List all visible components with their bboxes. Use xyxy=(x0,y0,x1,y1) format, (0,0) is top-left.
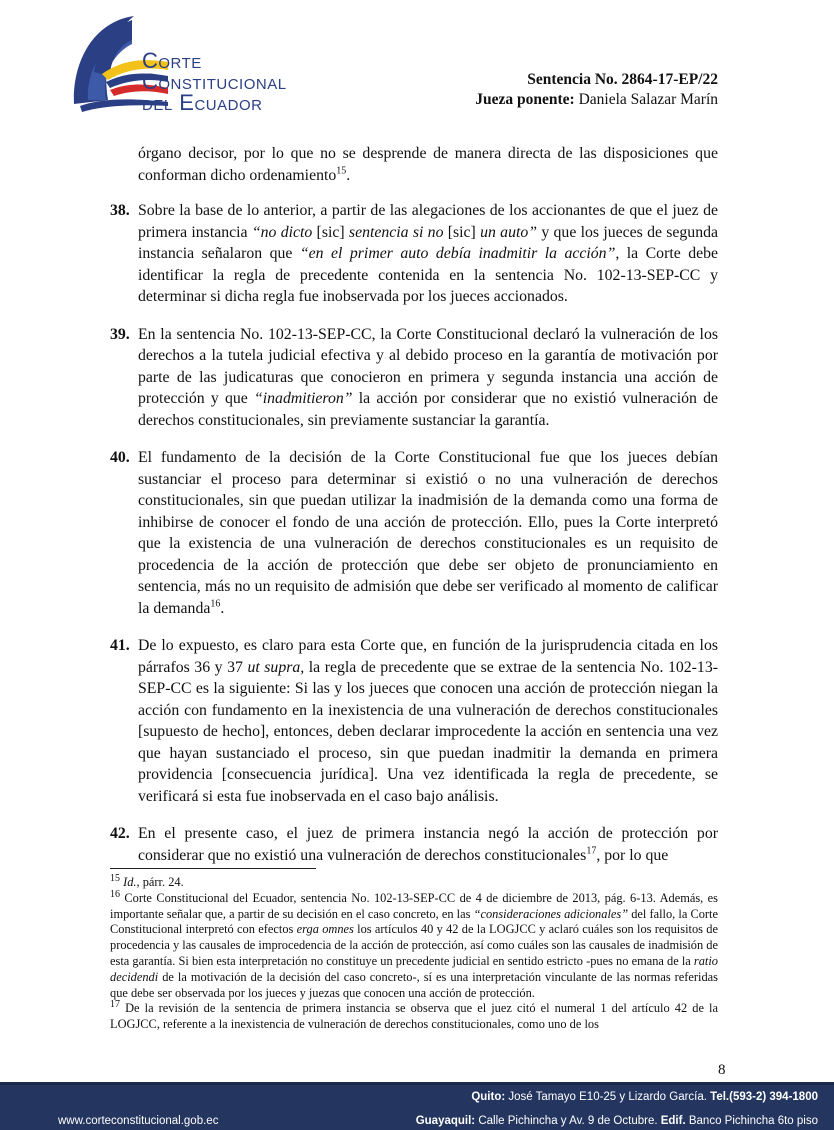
paragraph-number: 38. xyxy=(110,202,130,219)
text: los artículos 40 y 42 de la LOGJCC y aclaró cuáles son los requisitos de procedencia y las causales de improcedencia de la acción de protección, así como cuáles son las causales de inadmisión de esta garantía. Si bien esta interpretación no constituye un precedente judicial en sentido estricto -pues no emana de la xyxy=(110,922,718,968)
footnote-16 xyxy=(110,888,718,1002)
website-link[interactable]: www.corteconstitucional.gob.ec xyxy=(58,1115,219,1127)
guayaquil-building: Banco Pichincha 6to piso xyxy=(685,1115,818,1127)
text: del fallo, la Corte Constitucional interpretó con efectos xyxy=(110,906,718,937)
guayaquil-label: Guayaquil: xyxy=(415,1115,476,1127)
quote: “no dicto xyxy=(251,223,313,241)
text: de la motivación de la decisión del caso concreto-, sí es una interpretación vinculante de las normas referidas que debe ser observada por los jueces y juezas que conocen una acción de protección. xyxy=(110,969,718,1000)
quote: erga omnes xyxy=(296,922,354,937)
text: [sic] xyxy=(443,223,481,241)
text: la acción por considerar que no existió vulneración de derechos constitucionales, sin previamente sustanciar la garantía. xyxy=(138,390,718,429)
footnote-17 xyxy=(110,1001,718,1033)
intro-end: . xyxy=(346,166,351,184)
court-name xyxy=(142,50,287,113)
quote: “inadmitieron” xyxy=(253,390,353,407)
case-number: Sentencia No. 2864-17-EP/22 xyxy=(527,71,718,88)
text: De la revisión de la sentencia de primera instancia se observa que el juez citó el numeral 1 del artículo 42 de la LOGJCC, referente a la inexistencia de vulneración de derechos constitucionales, como uno de los xyxy=(110,1001,718,1032)
court-name-line-2: Constitucional xyxy=(142,69,287,94)
footer-stripe xyxy=(0,1082,834,1085)
quote: “consideraciones adicionales” xyxy=(473,906,629,921)
quote: sentencia si no xyxy=(348,223,444,241)
text: De lo expuesto, es claro para esta Corte que, en función de la jurisprudencia citada en los párrafos 36 y 37 xyxy=(138,637,718,676)
quote: ut supra, xyxy=(247,658,305,676)
court-name-line-3: del Ecuador xyxy=(142,90,263,115)
judge-line xyxy=(475,90,718,110)
guayaquil-address xyxy=(416,1115,818,1127)
text: y que los jueces de segunda instancia señalaron que xyxy=(138,223,719,262)
text: El fundamento de la decisión de la Corte Constitucional fue que los jueces debían sustanciar el proceso para determinar si existió o no una vulneración de derechos constitucionales, sin que puedan utilizar la inadmisión de la demanda como una forma de inhibirse de conocer el fondo de una acción de protección. Ello, pues la Corte interpretó que la existencia de una vulneración de derechos constitucionales es un requisito de procedencia de la acción de protección que debe ser objeto de pronunciamiento en sentencia, más no un requisito de admisión que debe ser verificado al momento de calificar la demanda xyxy=(138,449,718,617)
quito-label: Quito: xyxy=(471,1091,506,1103)
page-number: 8 xyxy=(718,1062,726,1078)
footnotes xyxy=(110,872,718,1033)
judge-label: Jueza ponente: xyxy=(475,91,575,108)
document-body xyxy=(110,143,718,866)
text: Sobre la base de lo anterior, a partir de las alegaciones de los accionantes de que el juez de primera instancia xyxy=(138,202,718,241)
paragraph-41 xyxy=(110,635,718,807)
quote: un auto” xyxy=(480,223,538,241)
court-name-line-1: Corte xyxy=(142,48,202,73)
footnote-number: 16 xyxy=(110,888,120,900)
quote: ratio decidendi xyxy=(110,953,718,984)
paragraph-39 xyxy=(110,324,718,432)
quito-street: José Tamayo E10-25 y Lizardo García. xyxy=(505,1091,711,1103)
continued-paragraph xyxy=(138,143,718,186)
judge-name: Daniela Salazar Marín xyxy=(578,91,718,108)
footnote-ref-17: 17 xyxy=(586,845,597,857)
text: la Corte debe identificar la regla de precedente contenida en la sentencia No. 102-13-SEP-CC y determinar si dicha regla fue inobservada por los jueces accionados. xyxy=(138,245,719,305)
footnote-ref-16: 16 xyxy=(210,598,221,610)
intro-text: órgano decisor, por lo que no se desprende de manera directa de las disposiciones que conforman dicho ordenamiento xyxy=(138,145,718,184)
text: [sic] xyxy=(312,223,349,241)
paragraph-number: 39. xyxy=(110,325,130,343)
text: . xyxy=(220,599,225,617)
text: , por lo que xyxy=(596,846,669,864)
footnote-15 xyxy=(110,872,718,891)
paragraph-38 xyxy=(110,200,718,308)
quote: “en el primer auto debía inadmitir la acción”, xyxy=(299,245,620,262)
paragraph-number: 41. xyxy=(110,637,130,654)
paragraph-40 xyxy=(110,447,718,619)
guayaquil-edif: Edif. xyxy=(660,1115,686,1127)
quito-phone: Tel.(593-2) 394-1800 xyxy=(710,1091,818,1103)
text: párr. 24. xyxy=(139,875,184,889)
text: la regla de precedente que se extrae de la sentencia No. 102-13-SEP-CC es la siguiente: Si las y los jueces que conocen una acción de protección niegan la acción con fundamento en la inexistencia de una vulneración de derechos constitucionales [supuesto de hecho], entonces, deben declarar improcedente la acción en sentencia una vez que hayan sustanciado el proceso, sin que puedan inadmitir la demanda en primera providencia [consecuencia jurídica]. Una vez identificada la regla de precedente, se verificará si esta fue inobservada en el caso bajo análisis. xyxy=(138,658,718,805)
text: Corte Constitucional del Ecuador, sentencia No. 102-13-SEP-CC de 4 de diciembre de 2013, pág. 6-13. Además, es importante señalar que, a partir de su decisión en el caso concreto, en las xyxy=(110,890,718,921)
paragraph-number: 42. xyxy=(110,825,130,842)
quito-address xyxy=(471,1091,818,1103)
footnote-number: 15 xyxy=(110,872,120,884)
text: En el presente caso, el juez de primera instancia negó la acción de protección por considerar que no existió una vulneración de derechos constitucionales xyxy=(138,825,718,864)
paragraph-number: 40. xyxy=(110,449,130,466)
footnote-ref-15: 15 xyxy=(336,165,347,177)
footer-bar xyxy=(0,1082,834,1130)
text: En la sentencia No. 102-13-SEP-CC, la Corte Constitucional declaró la vulneración de los derechos a la tutela judicial efectiva y al debido proceso en la garantía de motivación por parte de las judicaturas que conocieron en primera y segunda instancia una acción de protección y que xyxy=(138,325,718,407)
case-header xyxy=(475,70,718,110)
paragraph-42 xyxy=(110,823,718,866)
guayaquil-street: Calle Pichincha y Av. 9 de Octubre. xyxy=(475,1115,661,1127)
footnote-separator xyxy=(110,868,316,869)
footnote-number: 17 xyxy=(110,999,120,1011)
quote: Id., xyxy=(123,875,140,889)
